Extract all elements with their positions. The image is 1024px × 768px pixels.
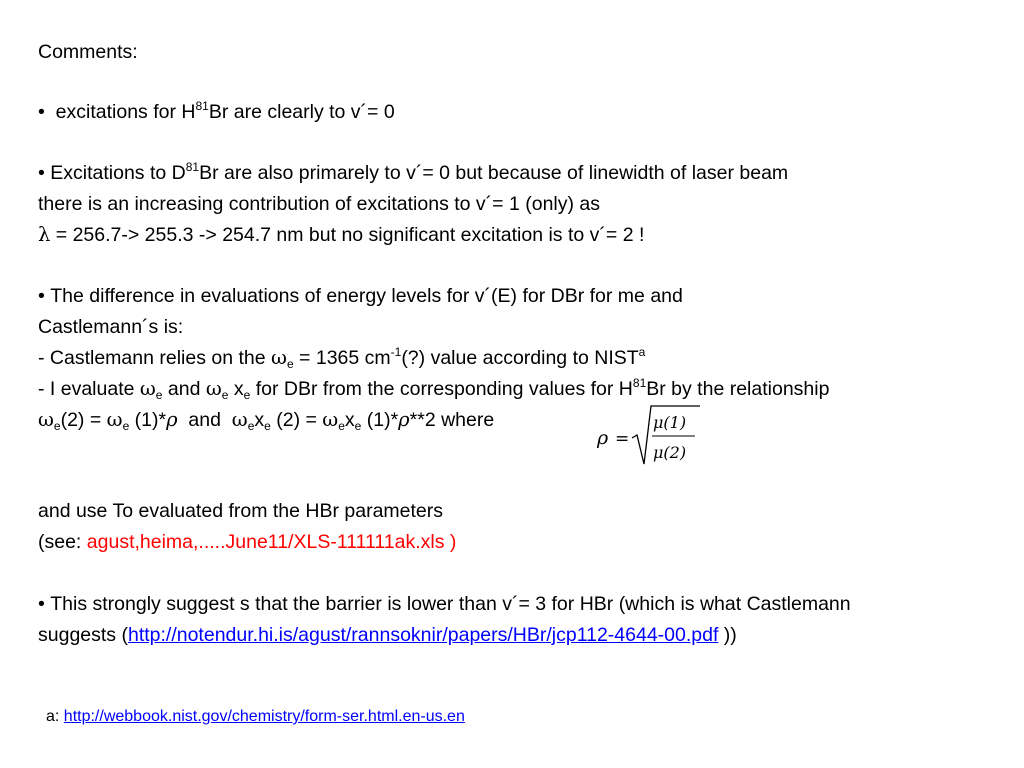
text-segment: - I evaluate — [38, 378, 140, 400]
text-segment: and — [162, 378, 206, 400]
isotope-superscript: 81 — [195, 99, 209, 113]
text-segment: - Castlemann relies on the — [38, 347, 272, 369]
subscript-e: e — [53, 419, 61, 433]
bullet-5-line-2 — [38, 623, 737, 647]
bullet-2-text-b: Br are also primarely to v´= 0 but because of linewidth of laser beam — [199, 162, 789, 184]
text-segment: x — [228, 378, 244, 400]
rho-symbol: ρ — [166, 408, 178, 431]
subscript-e: e — [247, 419, 255, 433]
omega-symbol: ω — [106, 408, 123, 431]
suggests-prefix: suggests ( — [38, 624, 128, 646]
text-segment: (1)* — [129, 409, 167, 431]
omega-symbol: ω — [231, 408, 248, 431]
superscript-minus-one: -1 — [390, 345, 402, 359]
bullet-2-line-1 — [38, 161, 788, 185]
omega-symbol: ω — [322, 408, 339, 431]
subscript-e: e — [286, 357, 294, 371]
subscript-e: e — [122, 419, 130, 433]
subscript-e: e — [155, 388, 163, 402]
formula-rho: ρ — [597, 427, 609, 449]
formula-numerator: μ(1) — [653, 413, 687, 432]
omega-symbol: ω — [38, 408, 54, 431]
formula-denominator: μ(2) — [653, 443, 687, 462]
bullet-5-line-1 — [38, 592, 851, 616]
castlemann-line — [38, 346, 645, 370]
text-segment: (2) = — [270, 409, 323, 431]
footnote-marker: a — [638, 345, 646, 359]
nist-link[interactable]: http://webbook.nist.gov/chemistry/form-ser.html.en-us.en — [63, 708, 465, 725]
subscript-e: e — [338, 419, 345, 433]
bullet-5-line-1-text: This strongly suggest s that the barrier is lower than v´= 3 for HBr (which is what Castlemann — [50, 593, 851, 615]
bullet-marker: • — [38, 285, 45, 307]
omega-symbol: ω — [205, 377, 222, 400]
isotope-superscript: 81 — [632, 376, 647, 390]
text-segment: for DBr from the corresponding values for H — [250, 378, 633, 400]
bullet-marker: • — [38, 162, 45, 184]
bullet-2-line-2 — [38, 192, 600, 216]
lambda-symbol: λ — [38, 223, 51, 246]
paragraph-4-line-2 — [38, 530, 456, 554]
bullet-3-line-1 — [38, 284, 683, 308]
bullet-3-line-2-text: Castlemann´s is: — [38, 316, 184, 338]
subscript-e: e — [221, 388, 229, 402]
rho-formula — [595, 402, 705, 470]
text-segment: Br by the relationship — [646, 378, 830, 400]
see-prefix: (see: — [38, 531, 87, 553]
bullet-3-line-2 — [38, 315, 183, 339]
text-segment: (?) value according to NIST — [401, 347, 639, 369]
paper-link[interactable]: http://notendur.hi.is/agust/rannsoknir/papers/HBr/jcp112-4644-00.pdf — [127, 624, 719, 646]
bullet-2-line-3 — [38, 223, 644, 247]
subscript-e: e — [354, 419, 362, 433]
footnote — [46, 707, 465, 727]
formula-equals: = — [615, 429, 630, 449]
text-segment: = 1365 cm — [293, 347, 391, 369]
text-segment: x — [254, 409, 265, 431]
bullet-marker: • — [38, 593, 45, 615]
bullet-marker: • — [38, 101, 45, 123]
isotope-superscript: 81 — [185, 160, 200, 174]
bullet-3-line-1-text: The difference in evaluations of energy levels for v´(E) for DBr for me and — [50, 285, 683, 307]
bullet-2-line-2-text: there is an increasing contribution of excitations to v´= 1 (only) as — [38, 193, 600, 215]
rho-symbol: ρ — [398, 408, 410, 431]
omega-symbol: ω — [139, 377, 156, 400]
spreadsheet-reference: agust,heima,.....June11/XLS-111111ak.xls ) — [86, 531, 457, 553]
comments-heading-text: Comments: — [38, 41, 138, 63]
closing-parens: )) — [718, 624, 737, 646]
subscript-e: e — [243, 388, 251, 402]
subscript-e: e — [264, 419, 271, 433]
paragraph-4-line-1 — [38, 499, 443, 523]
comments-heading — [38, 40, 138, 64]
footnote-label: a: — [46, 708, 64, 725]
text-segment: (2) = — [60, 409, 107, 431]
evaluate-line — [38, 377, 829, 401]
text-segment: and — [177, 409, 232, 431]
paragraph-4-text: and use To evaluated from the HBr parameters — [38, 500, 444, 522]
text-segment: (1)* — [361, 409, 399, 431]
text-segment: **2 where — [409, 409, 495, 431]
bullet-1-text-a: excitations for H — [55, 101, 196, 123]
bullet-1 — [38, 100, 395, 124]
text-segment: x — [344, 409, 355, 431]
relationship-line — [38, 408, 494, 432]
bullet-2-text-a: Excitations to D — [50, 162, 186, 184]
bullet-2-line-3-text: = 256.7-> 255.3 -> 254.7 nm but no significant excitation is to v´= 2 ! — [55, 224, 645, 246]
omega-symbol: ω — [271, 346, 287, 369]
bullet-1-text-b: Br are clearly to v´= 0 — [208, 101, 395, 123]
